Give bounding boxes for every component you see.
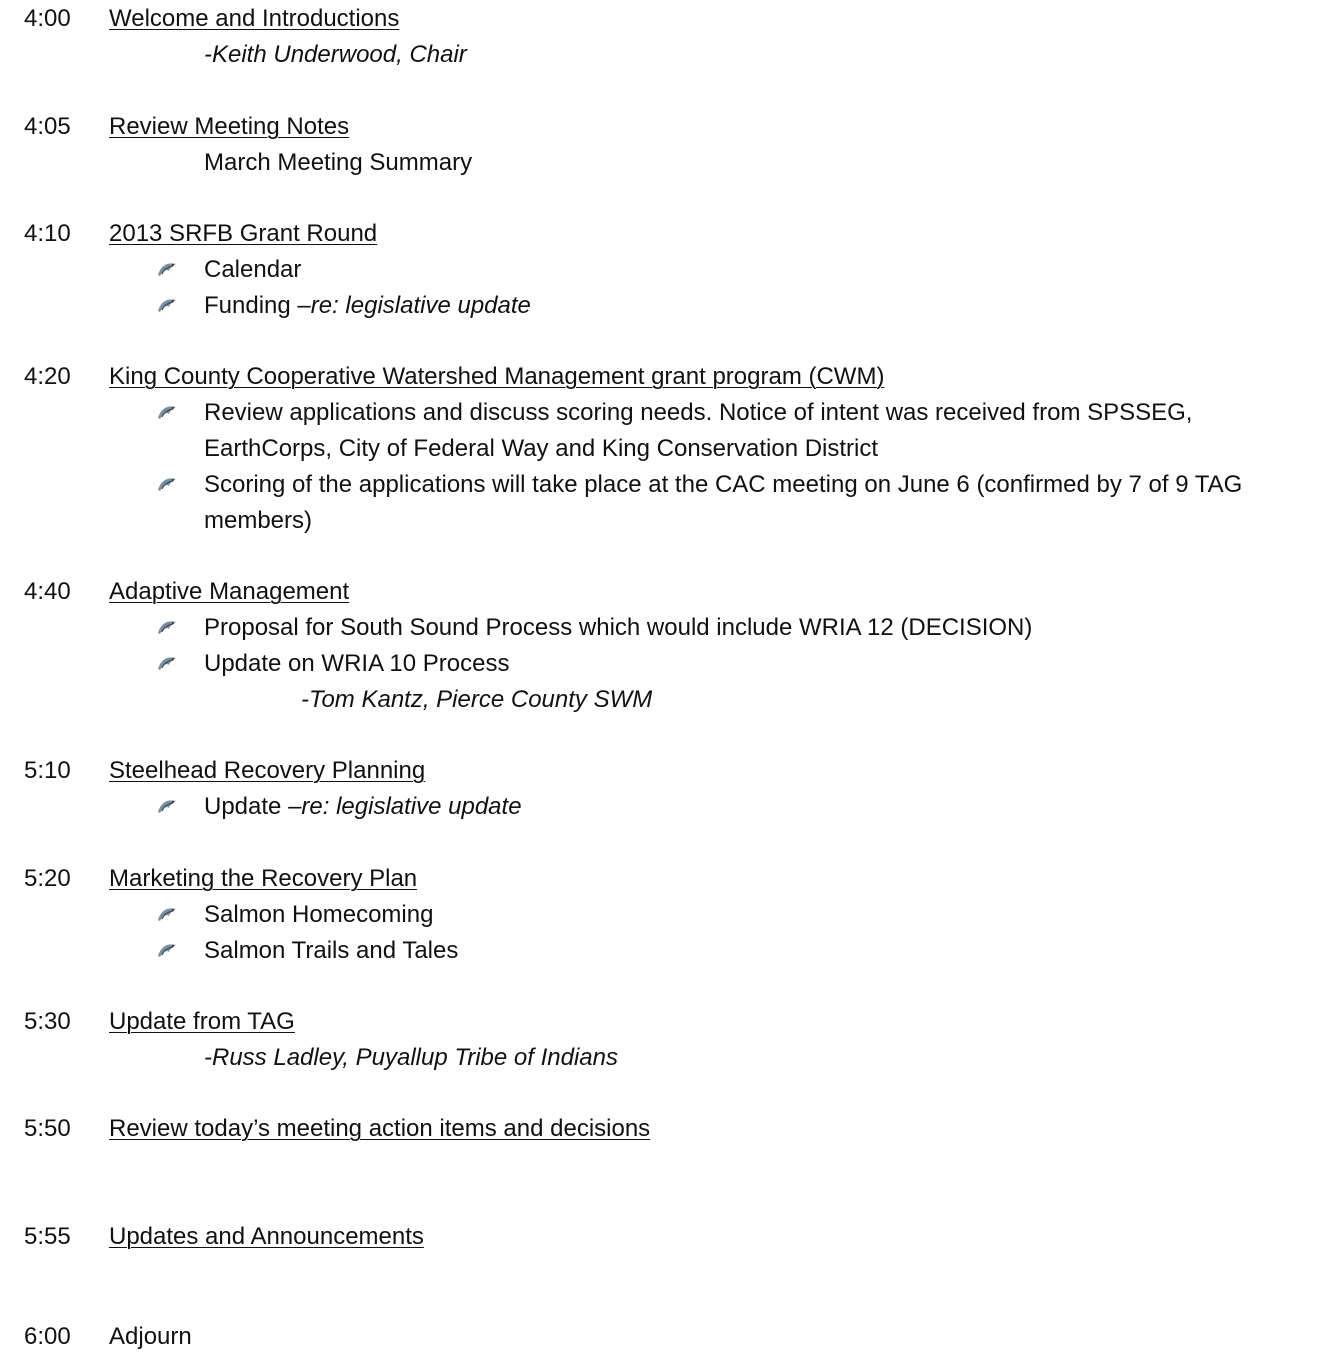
bullet-note: –re: legislative update [288,793,522,820]
agenda-time: 4:00 [24,5,71,32]
bullet-text [204,467,1316,539]
agenda-time: 4:05 [24,113,71,140]
bullet-note: –re: legislative update [297,292,531,319]
bullet-text [204,789,1316,825]
agenda-time: 5:55 [24,1223,71,1250]
salmon-bullet-icon [156,297,178,315]
presenter: -Keith Underwood, Chair [204,41,467,68]
bullet-text-main: Proposal for South Sound Process which would include WRIA 12 (DECISION) [204,614,1033,641]
bullet-text [204,646,1316,682]
salmon-bullet-icon [156,476,178,494]
bullet-text-main: Salmon Homecoming [204,901,434,928]
agenda-time: 4:40 [24,578,71,605]
bullet-text-main: Scoring of the applications will take place at the CAC meeting on June 6 (confirmed by 7 of 9 TAG members) [204,471,1243,534]
bullet-text [204,252,1316,288]
agenda-title: 2013 SRFB Grant Round [109,220,378,247]
bullet-text-main: Update on WRIA 10 Process [204,650,510,677]
agenda-time: 5:30 [24,1008,71,1035]
agenda-time: 4:20 [24,363,71,390]
agenda-time: 5:10 [24,757,71,784]
bullet-text [204,288,1316,324]
bullet-text-main: Funding [204,292,298,319]
agenda-time: 4:10 [24,220,71,247]
agenda-title: Review Meeting Notes [109,113,350,140]
bullet-text [204,610,1316,646]
agenda-title: Update from TAG [109,1008,295,1035]
bullet-text [204,897,1316,933]
bullet-text [204,933,1316,969]
agenda-time: 5:20 [24,865,71,892]
agenda-title: King County Cooperative Watershed Management grant program (CWM) [109,363,885,390]
salmon-bullet-icon [156,404,178,422]
salmon-bullet-icon [156,655,178,673]
bullet-text [204,395,1316,467]
salmon-bullet-icon [156,906,178,924]
bullet-text-main: Update [204,793,289,820]
presenter: -Russ Ladley, Puyallup Tribe of Indians [204,1044,618,1071]
salmon-bullet-icon [156,619,178,637]
agenda-title: Updates and Announcements [109,1223,424,1250]
agenda-time: 5:50 [24,1115,71,1142]
bullet-text-main: Calendar [204,256,302,283]
agenda-title: Adjourn [109,1323,192,1350]
presenter: -Tom Kantz, Pierce County SWM [301,686,653,713]
agenda-title: Adaptive Management [109,578,350,605]
salmon-bullet-icon [156,798,178,816]
salmon-bullet-icon [156,942,178,960]
agenda-title: Welcome and Introductions [109,5,400,32]
agenda-time: 6:00 [24,1323,71,1350]
agenda-title: Review today’s meeting action items and decisions [109,1115,651,1142]
agenda-title: Marketing the Recovery Plan [109,865,418,892]
bullet-text-main: Salmon Trails and Tales [204,937,459,964]
agenda-subitem: March Meeting Summary [204,149,473,176]
salmon-bullet-icon [156,261,178,279]
agenda-title: Steelhead Recovery Planning [109,757,426,784]
bullet-text-main: Review applications and discuss scoring needs. Notice of intent was received from SPSSEG, EarthCorps, City of Federal Way and King Conservation District [204,399,1193,462]
